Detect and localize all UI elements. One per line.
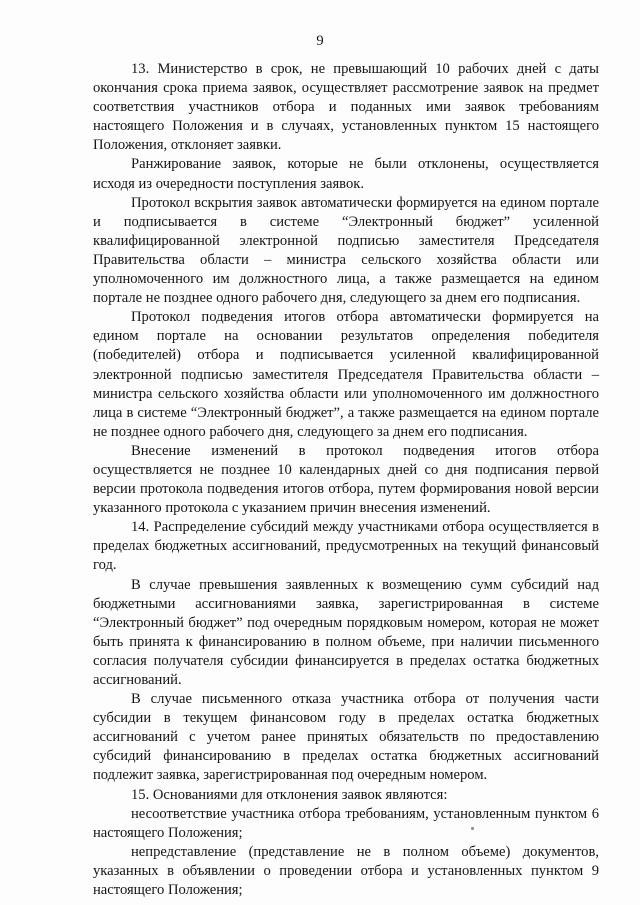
list-item-missing-documents: непредставление (представление не в полном объеме) документов, указанных в объявлении о проведении отбора и установленных пунктом 9 настоящего Положения; [93, 843, 599, 899]
paragraph-15-rejection-grounds: 15. Основаниями для отклонения заявок являются: [131, 786, 448, 803]
paragraph-13-review-of-applications: 13. Министерство в срок, не превышающий 10 рабочих дней с даты окончания срока приема заявок, осуществляет рассмотрение заявок на предмет соответствия участников отбора и поданных ими заявок требованиям настоящего Положения и в случаях, установленных пунктом 15 настоящего Положения, отклоняет заявки. [93, 61, 599, 154]
paragraph-14-subsidy-distribution: 14. Распределение субсидий между участниками отбора осуществляется в пределах бюджетных ассигнований, предусмотренных на текущий финансовый год. [93, 519, 599, 574]
scan-speck [471, 827, 474, 830]
paragraph-opening-protocol: Протокол вскрытия заявок автоматически формируется на едином портале и подписывается в системе “Электронный бюджет” усиленной квалифицированной электронной подписью заместителя Председателя Правительства области – министра сельского хозяйства области или уполномоченного им должностного лица, а также размещается на едином портале не позднее одного рабочего дня, следующего за днем его подписания. [93, 194, 599, 307]
paragraph-protocol-changes: Внесение изменений в протокол подведения итогов отбора осуществляется не позднее 10 календарных дней со дня подписания первой версии протокола подведения итогов отбора, путем формирования новой версии указанного протокола с указанием причин внесения изменений. [93, 442, 599, 517]
paragraph-results-protocol: Протокол подведения итогов отбора автоматически формируется на едином портале на основании результатов определения победителя (победителей) отбора и подписывается усиленной квалифицированной электронной подписью заместителя Председателя Правительства области – министра сельского хозяйства области или уполномоченного им должностного лица в системе “Электронный бюджет”, а также размещается на едином портале не позднее одного рабочего дня, следующего за днем его подписания. [93, 309, 599, 440]
document-body [93, 60, 599, 900]
paragraph-written-refusal: В случае письменного отказа участника отбора от получения части субсидии в текущем финансовом году в пределах остатка бюджетных ассигнований с учетом ранее принятых обязательств по предоставлению субсидий финансированию в пределах остатка бюджетных ассигнований подлежит заявка, зарегистрированная под очередным номером. [93, 691, 599, 784]
paragraph-ranking: Ранжирование заявок, которые не были отклонены, осуществляется исходя из очередности поступления заявок. [93, 156, 599, 192]
paragraph-excess-claims: В случае превышения заявленных к возмещению сумм субсидий над бюджетными ассигнованиями заявка, зарегистрированная в системе “Электронный бюджет” под очередным порядковым номером, которая не может быть принята к финансированию в полном объеме, при наличии письменного согласия получателя субсидии финансируется в пределах остатка бюджетных ассигнований. [93, 576, 599, 688]
list-item-noncompliance: несоответствие участника отбора требованиям, установленным пунктом 6 настоящего Положения; [93, 805, 599, 841]
page-number: 9 [316, 33, 324, 49]
